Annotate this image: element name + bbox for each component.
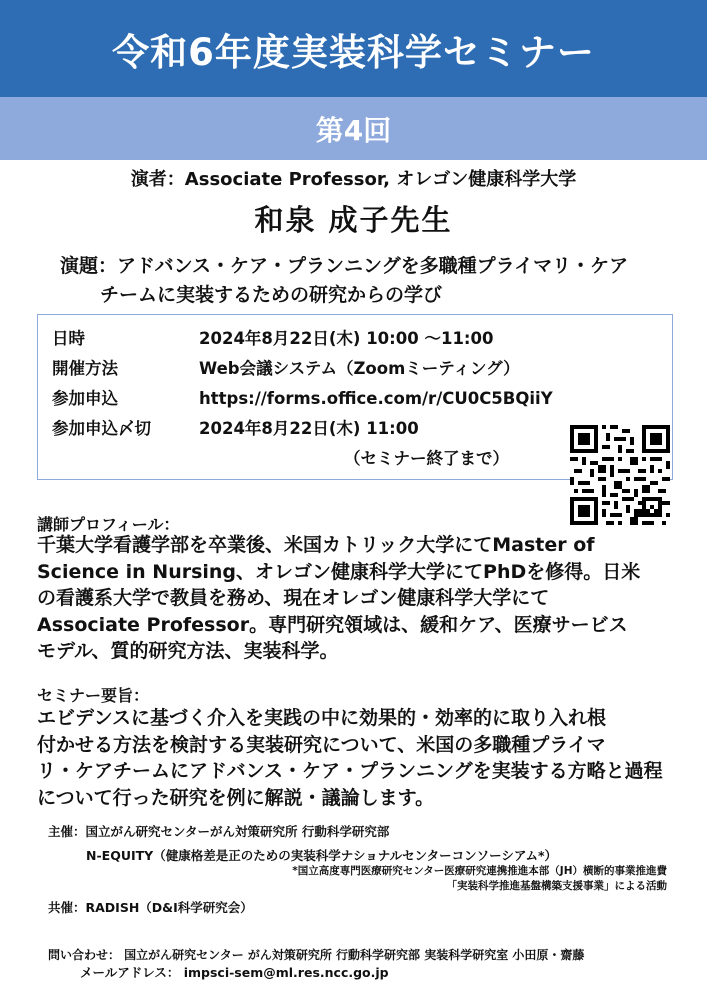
email-line[interactable]: メールアドレス： impsci-sem@ml.res.ncc.go.jp xyxy=(80,965,389,980)
profile-line: の看護系大学で教員を務め、現在オレゴン健康科学大学にて xyxy=(37,587,550,609)
profile-line: Associate Professor。専門研究領域は、緩和ケア、医療サービス xyxy=(37,613,628,636)
summary-label: セミナー要旨： xyxy=(37,686,150,705)
speaker-affiliation: 演者：Associate Professor, オレゴン健康科学大学 xyxy=(130,169,577,190)
summary-text xyxy=(37,705,677,811)
topic xyxy=(60,252,700,310)
method-label: 開催方法 xyxy=(52,359,118,378)
profile-line: 千葉大学看護学部を卒業後、米国カトリック大学にてMaster of xyxy=(37,534,595,556)
profile-line: Science in Nursing、オレゴン健康科学大学にてPhDを修得。日米 xyxy=(37,560,641,583)
deadline-value: 2024年8月22日(木) 11:00 xyxy=(199,419,419,438)
datetime-value: 2024年8月22日(木) 10:00 ～11:00 xyxy=(199,329,494,348)
profile-text xyxy=(37,532,677,665)
topic-line-1: 演題：アドバンス・ケア・プランニングを多職種プライマリ・ケア xyxy=(60,255,629,277)
deadline-note: （セミナー終了まで） xyxy=(344,449,509,468)
equity-line: N-EQUITY（健康格差是正のための実装科学ナショナルセンターコンソーシアム*） xyxy=(86,848,557,863)
profile-label: 講師プロフィール： xyxy=(37,515,180,534)
session-banner xyxy=(0,97,707,160)
method-row xyxy=(52,355,520,379)
summary-line: 付かせる方法を検討する実装研究について、米国の多職種プライマ xyxy=(37,733,606,756)
summary-line: リ・ケアチームにアドバンス・ケア・プランニングを実装する方略と過程 xyxy=(37,760,663,782)
datetime-label: 日時 xyxy=(52,329,85,348)
cohost-line: 共催：RADISH（D&I科学研究会） xyxy=(48,900,253,915)
apply-link[interactable]: https://forms.office.com/r/CU0C5BQiiY xyxy=(199,389,553,408)
topic-line-2: チームに実装するための研究からの学び xyxy=(100,284,443,306)
deadline-row xyxy=(52,415,419,439)
footnote-1: *国立高度専門医療研究センター医療研究連携推進本部（JH）横断的事業推進費 xyxy=(292,865,667,877)
host-line: 主催：国立がん研究センターがん対策研究所 行動科学研究部 xyxy=(48,824,390,839)
page-title: 令和6年度実装科学セミナー xyxy=(112,30,595,74)
title-banner xyxy=(0,0,707,97)
qr-code-icon[interactable] xyxy=(570,425,670,525)
profile-line: モデル、質的研究方法、実装科学。 xyxy=(37,640,339,662)
datetime-row xyxy=(52,325,493,349)
session-number: 第4回 xyxy=(315,113,392,147)
speaker-name: 和泉 成子先生 xyxy=(254,203,453,237)
summary-line: エビデンスに基づく介入を実践の中に効果的・効率的に取り入れ根 xyxy=(37,707,607,729)
apply-row xyxy=(52,385,553,409)
contact-line: 問い合わせ： 国立がん研究センター がん対策研究所 行動科学研究部 実装科学研究室 小田原・齋藤 xyxy=(48,948,585,962)
footnote-2: 「実装科学推進基盤構築支援事業」による活動 xyxy=(446,880,667,892)
summary-line: について行った研究を例に解説・議論します。 xyxy=(37,786,435,809)
apply-label: 参加申込 xyxy=(52,389,118,408)
method-value: Web会議システム（Zoomミーティング） xyxy=(199,359,520,378)
deadline-label: 参加申込〆切 xyxy=(52,419,151,438)
